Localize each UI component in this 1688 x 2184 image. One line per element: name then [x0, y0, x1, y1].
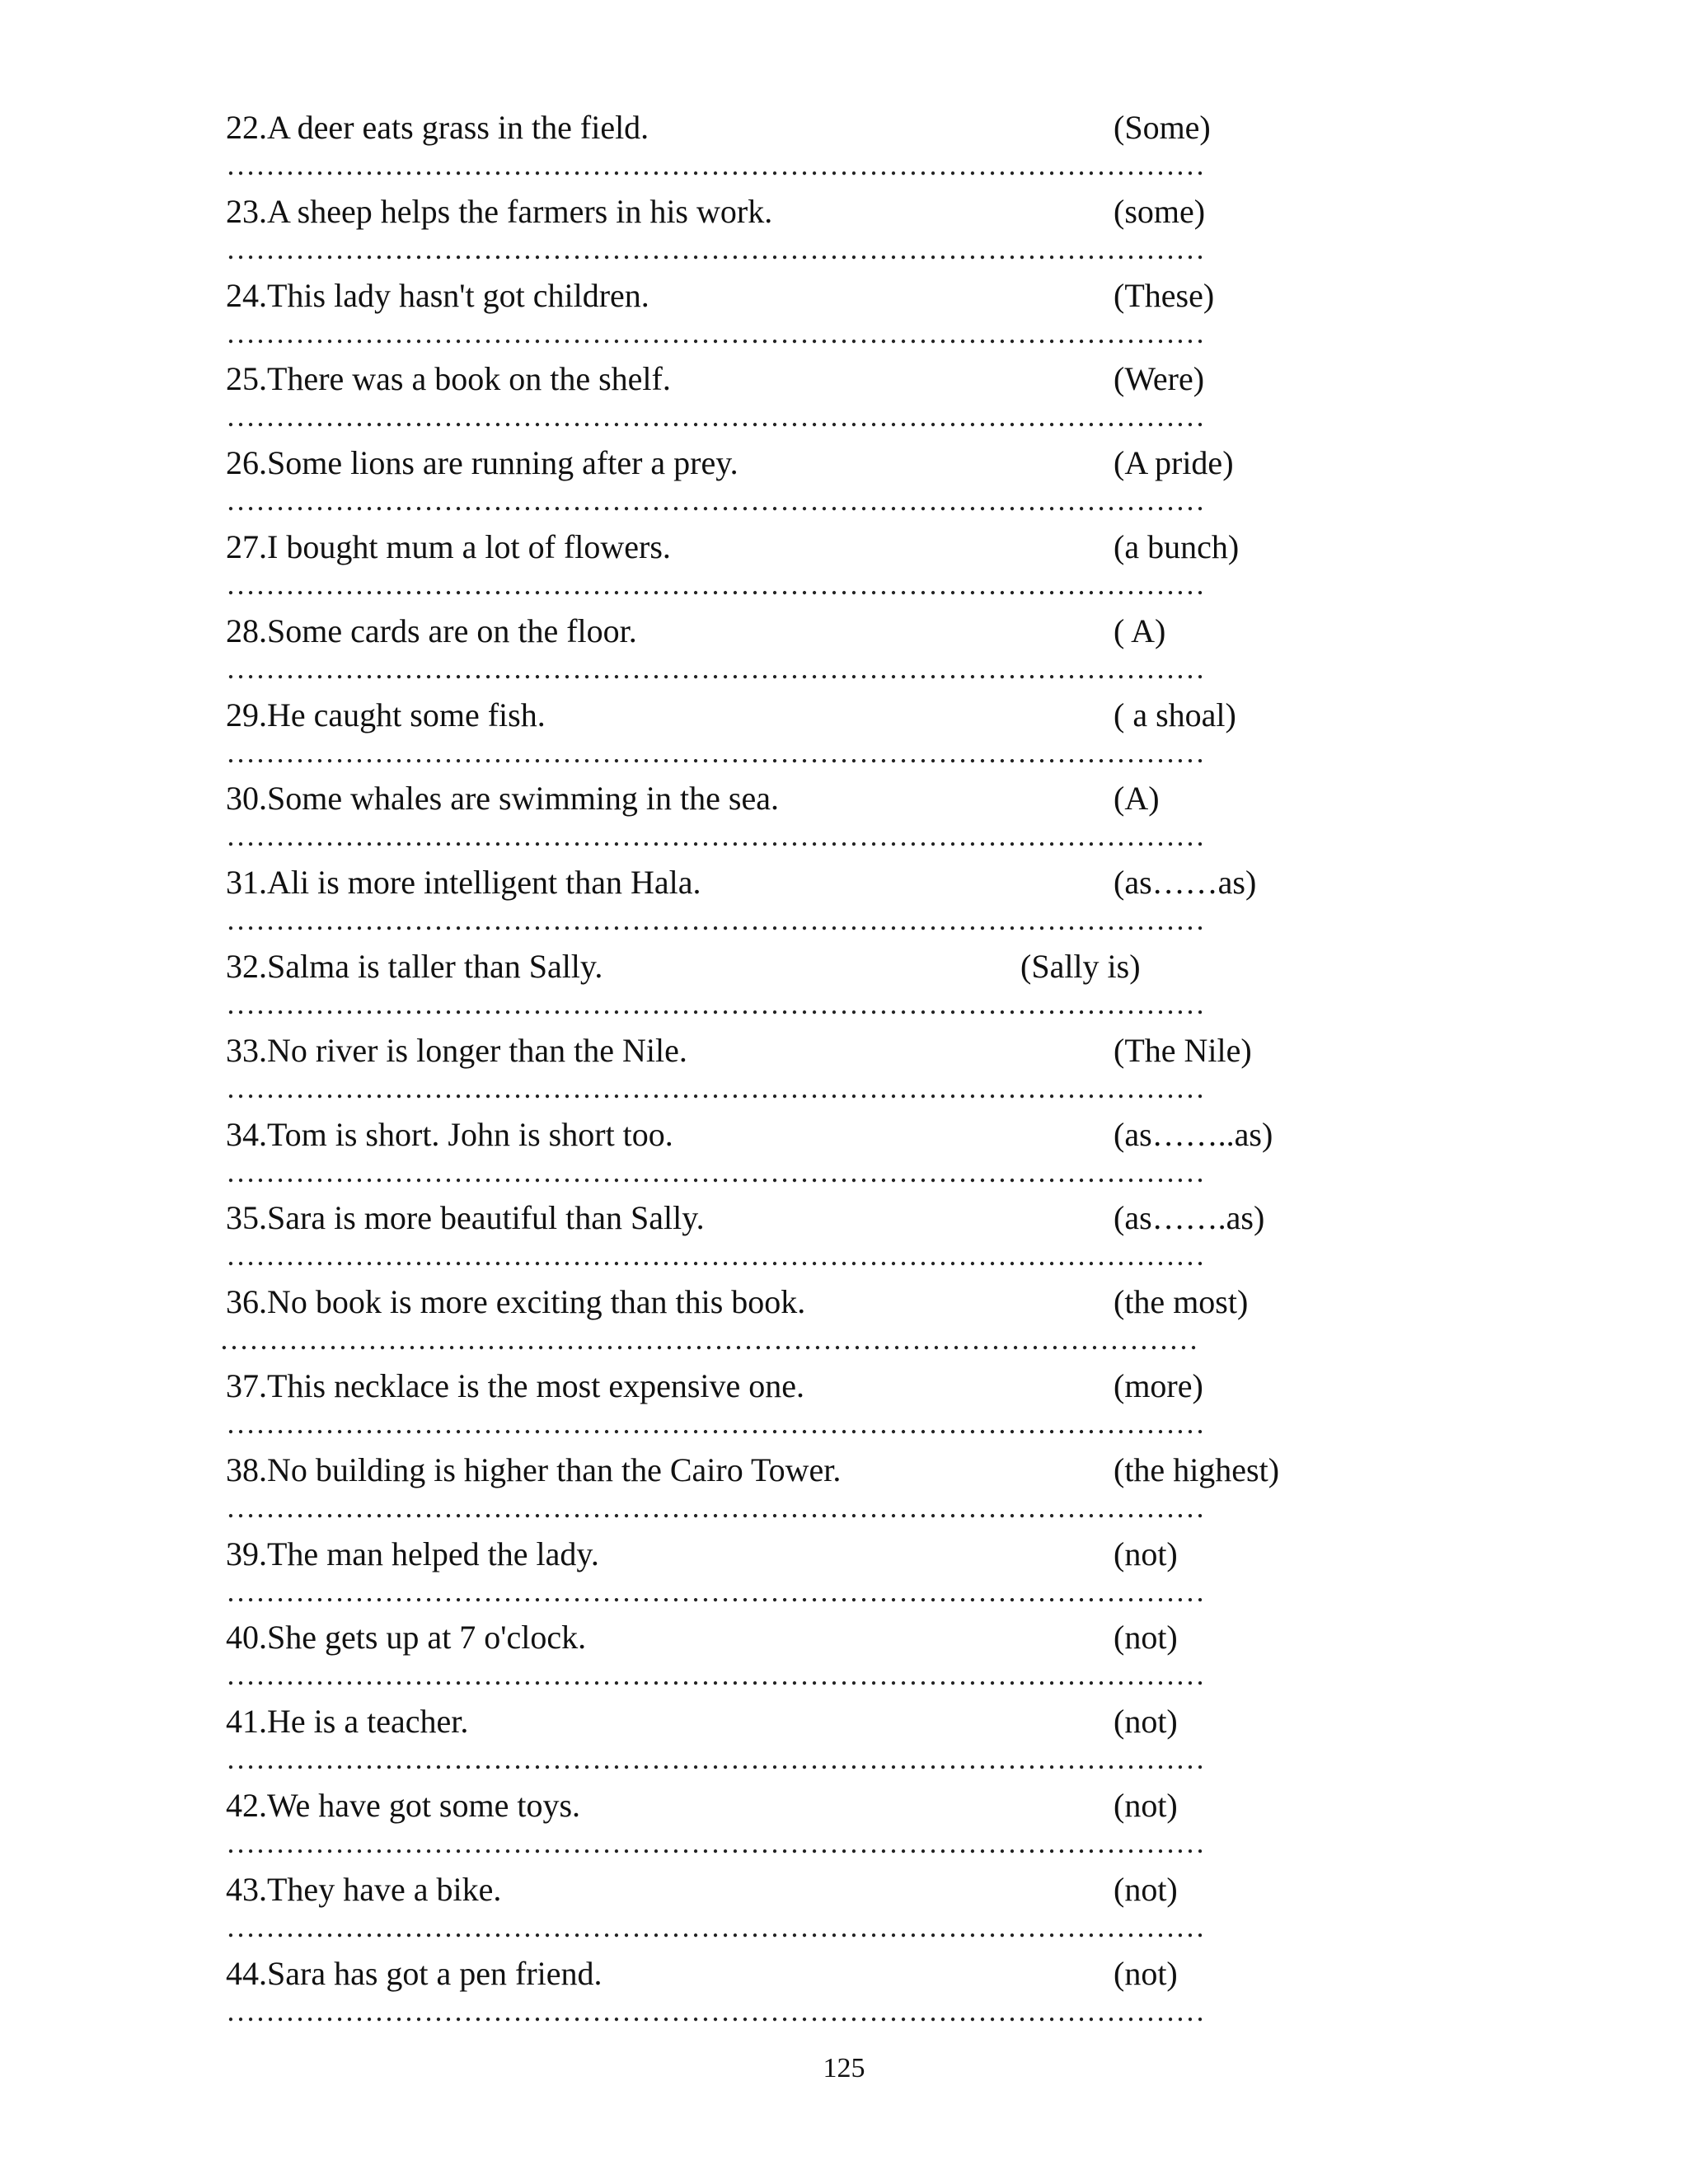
question-number: 23.	[226, 192, 267, 230]
question-number: 26.	[226, 444, 267, 482]
question-text: Some whales are swimming in the sea.	[267, 780, 779, 818]
answer-blank[interactable]: ………………………………………………………………………………………	[226, 1830, 1205, 1855]
keyword-hint: (Some)	[1114, 109, 1211, 146]
question-number: 36.	[226, 1283, 267, 1321]
question-number: 25.	[226, 360, 267, 398]
answer-blank[interactable]: ………………………………………………………………………………………	[226, 1578, 1205, 1604]
list-item	[226, 774, 1396, 858]
question-number: 24.	[226, 276, 267, 314]
question-line	[226, 774, 1396, 823]
answer-blank[interactable]: ………………………………………………………………………………………	[226, 1243, 1205, 1268]
question-number: 27.	[226, 527, 267, 565]
keyword-hint: (A)	[1114, 780, 1160, 818]
list-item	[226, 1613, 1396, 1697]
question-text: Sara has got a pen friend.	[267, 1954, 603, 1992]
answer-blank[interactable]: ………………………………………………………………………………………	[226, 1410, 1205, 1436]
keyword-hint: ( a shoal)	[1114, 696, 1236, 733]
question-text: She gets up at 7 o'clock.	[267, 1619, 587, 1657]
question-number: 34.	[226, 1115, 267, 1153]
list-item	[226, 607, 1396, 691]
list-item	[226, 354, 1396, 438]
question-text: Ali is more intelligent than Hala.	[267, 864, 701, 902]
list-item	[226, 1949, 1396, 2033]
keyword-hint: (some)	[1114, 192, 1206, 230]
question-line	[226, 942, 1396, 991]
keyword-hint: (as……..as)	[1114, 1115, 1273, 1153]
list-item	[226, 1026, 1396, 1110]
list-item	[226, 1865, 1396, 1949]
answer-blank[interactable]: ………………………………………………………………………………………	[226, 1746, 1205, 1772]
question-number: 30.	[226, 780, 267, 818]
keyword-hint: (as……as)	[1114, 864, 1257, 902]
keyword-hint: (not)	[1114, 1619, 1178, 1657]
list-item	[226, 1446, 1396, 1530]
answer-blank[interactable]: ………………………………………………………………………………………	[226, 1075, 1205, 1100]
question-line	[226, 1361, 1396, 1411]
exercise-list	[219, 103, 1396, 2032]
question-number: 41.	[226, 1703, 267, 1741]
answer-blank[interactable]: ………………………………………………………………………………………	[226, 739, 1205, 765]
question-text: I bought mum a lot of flowers.	[267, 527, 671, 565]
list-item	[226, 691, 1396, 775]
list-item	[226, 103, 1396, 187]
keyword-hint: (The Nile)	[1114, 1031, 1252, 1069]
question-number: 42.	[226, 1786, 267, 1824]
keyword-hint: (the highest)	[1114, 1451, 1280, 1488]
keyword-hint: (not)	[1114, 1786, 1178, 1824]
question-line	[226, 187, 1396, 237]
question-number: 33.	[226, 1031, 267, 1069]
keyword-hint: (These)	[1114, 276, 1215, 314]
answer-blank[interactable]: ………………………………………………………………………………………	[226, 320, 1205, 345]
question-number: 38.	[226, 1451, 267, 1488]
list-item	[219, 1277, 1396, 1361]
page-number: 125	[823, 2053, 865, 2083]
answer-blank[interactable]: ………………………………………………………………………………………	[226, 1998, 1205, 2023]
question-line	[226, 1949, 1396, 1999]
question-number: 28.	[226, 612, 267, 649]
question-text: This lady hasn't got children.	[267, 276, 649, 314]
keyword-hint: (the most)	[1114, 1283, 1249, 1321]
answer-blank[interactable]: ………………………………………………………………………………………	[226, 655, 1205, 681]
question-line	[226, 1613, 1396, 1662]
question-line	[226, 103, 1396, 152]
question-text: No river is longer than the Nile.	[267, 1031, 687, 1069]
question-text: Salma is taller than Sally.	[267, 947, 603, 985]
list-item	[226, 1530, 1396, 1614]
list-item	[226, 187, 1396, 271]
question-line	[226, 1697, 1396, 1746]
question-number: 31.	[226, 864, 267, 902]
question-text: Some lions are running after a prey.	[267, 444, 738, 482]
question-number: 43.	[226, 1870, 267, 1908]
keyword-hint: (not)	[1114, 1870, 1178, 1908]
question-text: No building is higher than the Cairo Tower.	[267, 1451, 842, 1488]
question-number: 44.	[226, 1954, 267, 1992]
keyword-hint: (not)	[1114, 1703, 1178, 1741]
question-text: Some cards are on the floor.	[267, 612, 637, 649]
list-item	[226, 271, 1396, 355]
question-text: Sara is more beautiful than Sally.	[267, 1199, 705, 1237]
answer-blank[interactable]: ………………………………………………………………………………………	[226, 236, 1205, 261]
list-item	[226, 942, 1396, 1026]
answer-blank[interactable]: ………………………………………………………………………………………	[226, 571, 1205, 597]
question-text: They have a bike.	[267, 1870, 502, 1908]
question-text: He caught some fish.	[267, 696, 546, 733]
answer-blank[interactable]: ………………………………………………………………………………………	[226, 823, 1205, 849]
question-line	[226, 354, 1396, 404]
answer-blank[interactable]: ………………………………………………………………………………………	[226, 907, 1205, 933]
answer-blank[interactable]: ………………………………………………………………………………………	[226, 1662, 1205, 1688]
list-item	[226, 1781, 1396, 1865]
question-number: 29.	[226, 696, 267, 733]
keyword-hint: (Sally is)	[1020, 947, 1141, 985]
list-item	[226, 438, 1396, 523]
question-number: 37.	[226, 1366, 267, 1404]
answer-blank[interactable]: ………………………………………………………………………………………	[226, 1159, 1205, 1184]
question-number: 32.	[226, 947, 267, 985]
question-line	[226, 1530, 1396, 1579]
question-line	[226, 1865, 1396, 1915]
question-text: This necklace is the most expensive one.	[267, 1366, 805, 1404]
keyword-hint: (more)	[1114, 1366, 1203, 1404]
answer-blank[interactable]: ………………………………………………………………………………………	[226, 404, 1205, 429]
question-text: There was a book on the shelf.	[267, 360, 671, 398]
answer-blank[interactable]: ………………………………………………………………………………………	[219, 1327, 1198, 1352]
question-number: 40.	[226, 1619, 267, 1657]
question-line	[226, 607, 1396, 656]
answer-blank[interactable]: ………………………………………………………………………………………	[226, 991, 1205, 1016]
question-text: No book is more exciting than this book.	[267, 1283, 806, 1321]
answer-blank[interactable]: ………………………………………………………………………………………	[226, 1914, 1205, 1939]
question-number: 35.	[226, 1199, 267, 1237]
keyword-hint: (not)	[1114, 1954, 1178, 1992]
list-item	[226, 1193, 1396, 1277]
question-text: The man helped the lady.	[267, 1535, 599, 1572]
keyword-hint: (A pride)	[1114, 444, 1234, 482]
answer-blank[interactable]: ………………………………………………………………………………………	[226, 152, 1205, 177]
list-item	[226, 1110, 1396, 1194]
question-text: A sheep helps the farmers in his work.	[267, 192, 773, 230]
question-text: He is a teacher.	[267, 1703, 469, 1741]
list-item	[226, 1697, 1396, 1781]
question-number: 39.	[226, 1535, 267, 1572]
keyword-hint: (a bunch)	[1114, 527, 1240, 565]
question-text: We have got some toys.	[267, 1786, 581, 1824]
keyword-hint: ( A)	[1114, 612, 1166, 649]
answer-blank[interactable]: ………………………………………………………………………………………	[226, 488, 1205, 513]
keyword-hint: (not)	[1114, 1535, 1178, 1572]
keyword-hint: (as…….as)	[1114, 1199, 1265, 1237]
list-item	[226, 523, 1396, 607]
answer-blank[interactable]: ………………………………………………………………………………………	[226, 1494, 1205, 1520]
list-item	[226, 1361, 1396, 1446]
list-item	[226, 858, 1396, 942]
question-text: Tom is short. John is short too.	[267, 1115, 673, 1153]
question-number: 22.	[226, 109, 267, 146]
question-line	[226, 271, 1396, 321]
question-text: A deer eats grass in the field.	[267, 109, 649, 146]
keyword-hint: (Were)	[1114, 360, 1205, 398]
question-line	[226, 1781, 1396, 1830]
